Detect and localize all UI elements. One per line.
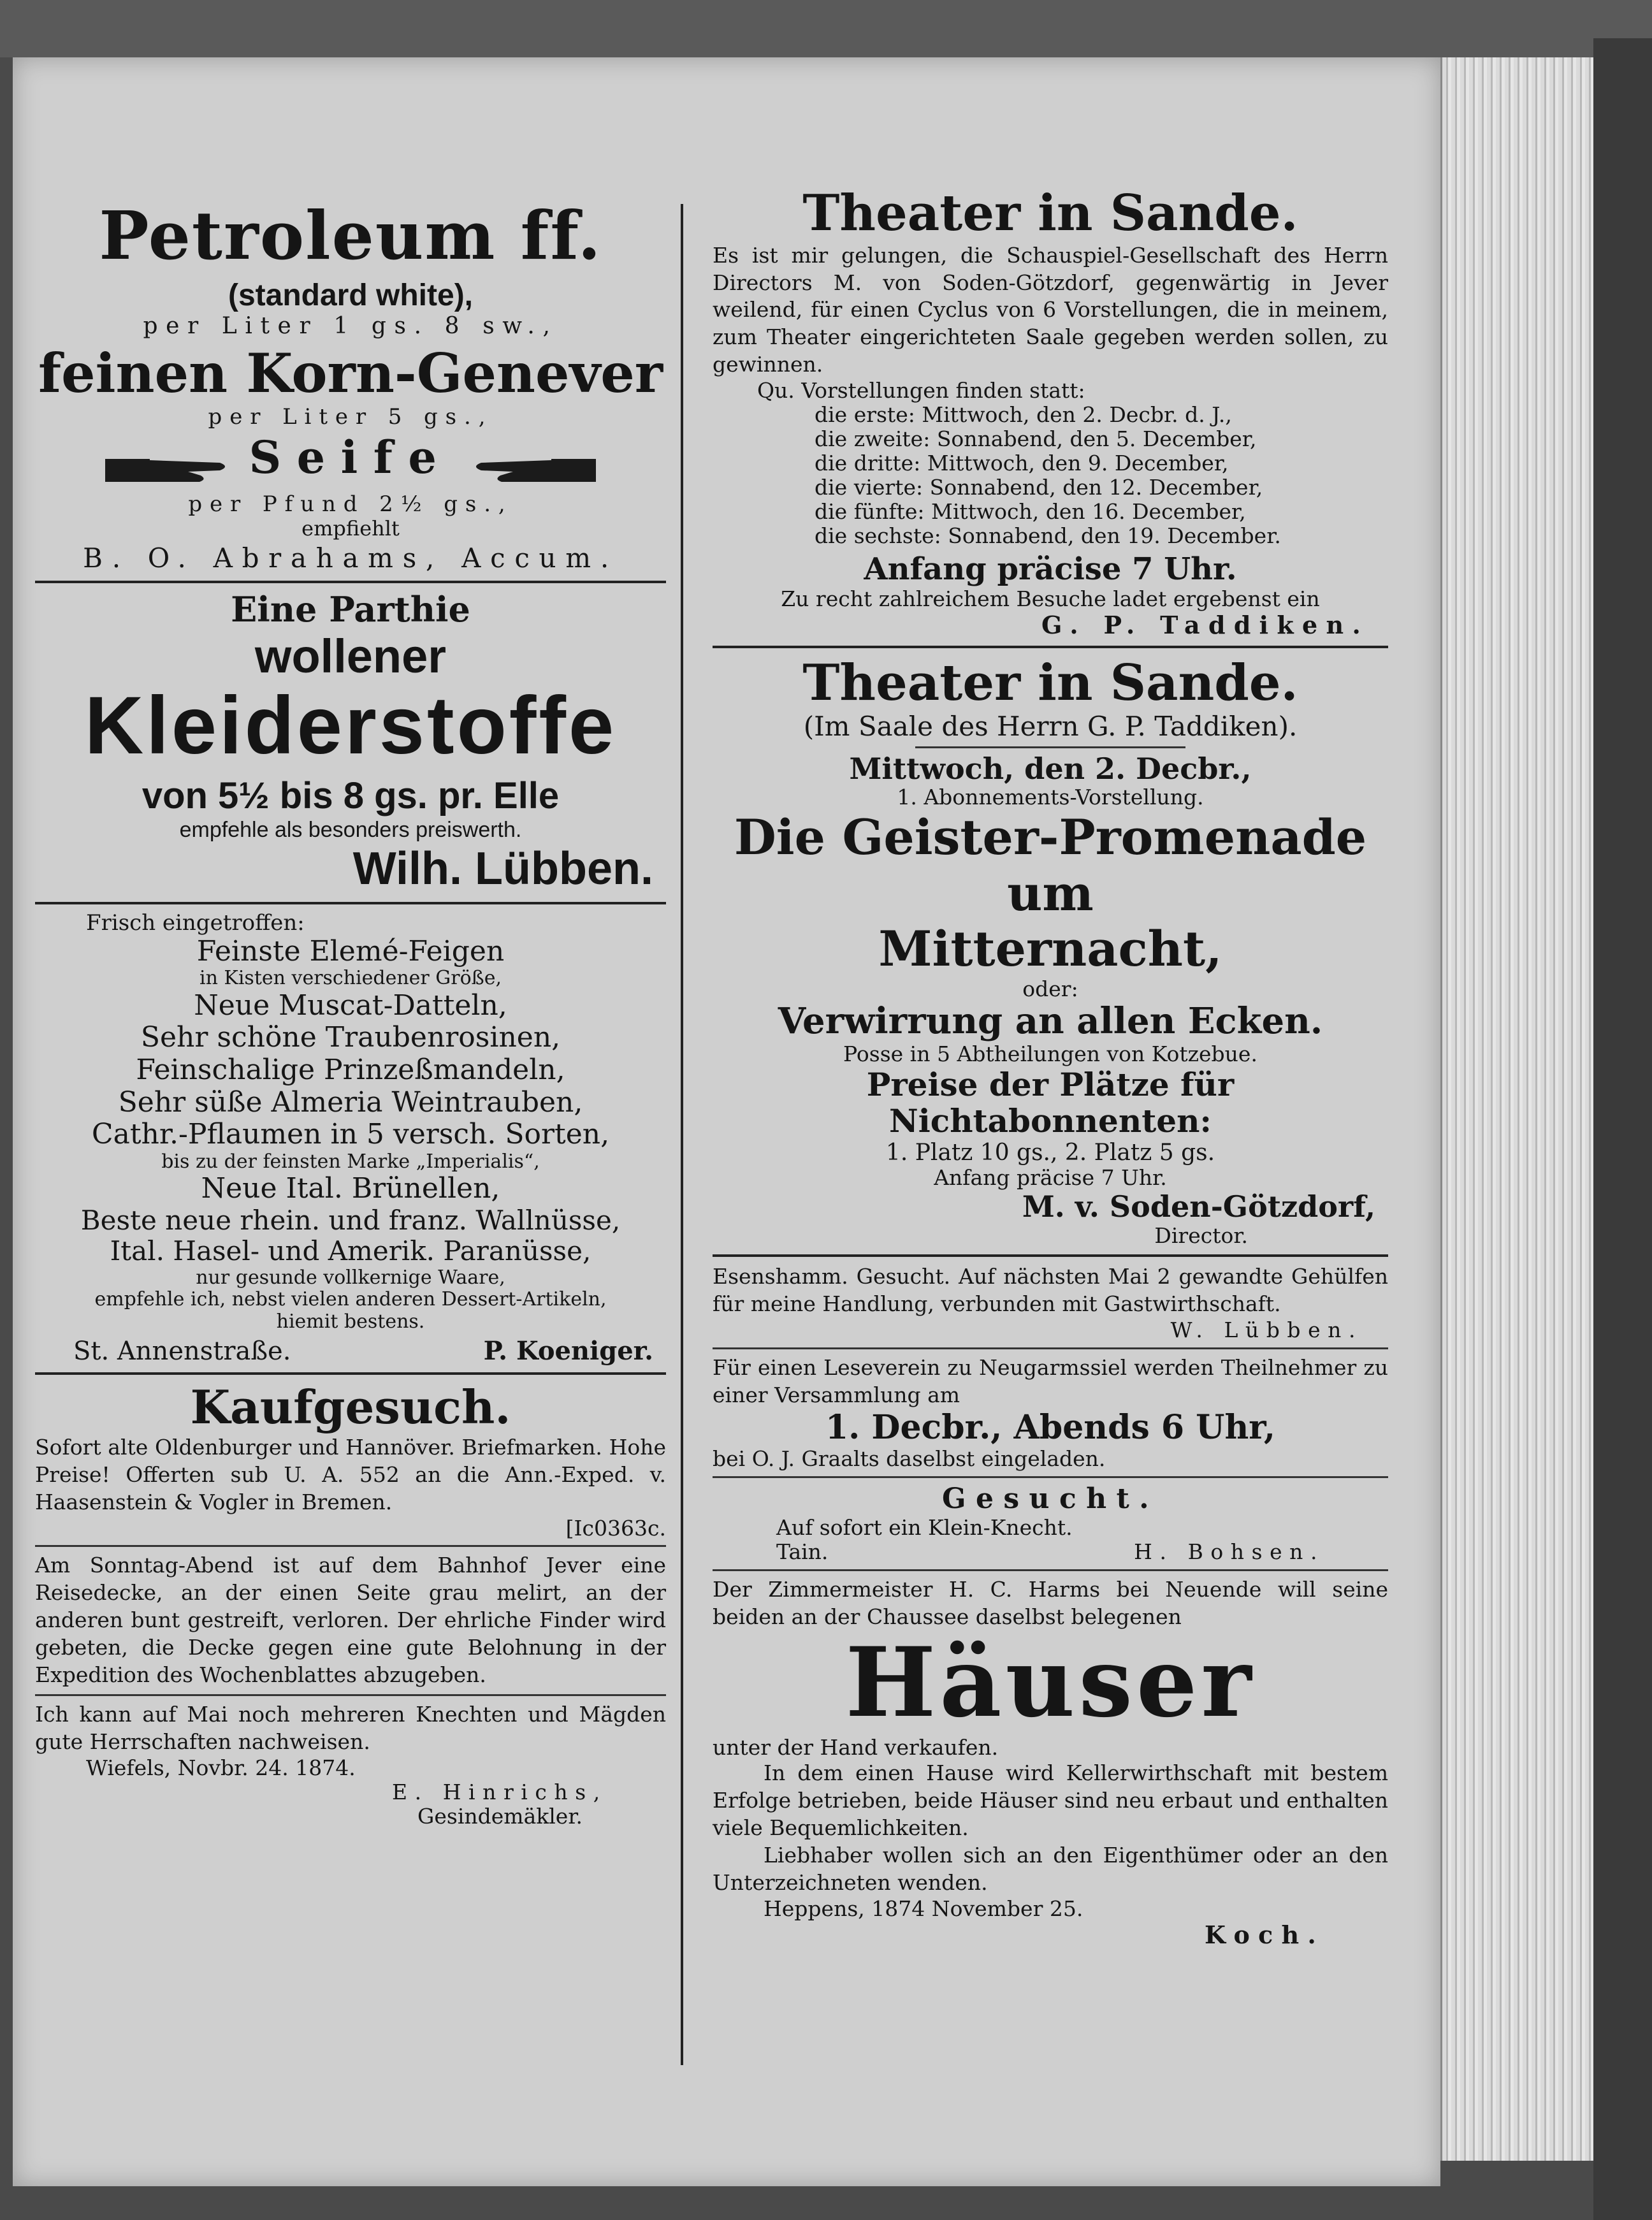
petroleum-price: per Liter 1 gs. 8 sw., xyxy=(143,312,558,339)
theater2-prices-title: Preise der Plätze für Nichtabonnenten: xyxy=(866,1065,1235,1140)
gesucht-ad-1 xyxy=(713,1263,1388,1342)
haeuser-body2: In dem einen Hause wird Kellerwirthschaft mit bestem Erfolge betrieben, beide Häuser sind neu erbaut und enthalten viele Bequemlichkeiten. xyxy=(713,1760,1388,1841)
theater2-sub: (Im Saale des Herrn G. P. Taddiken). xyxy=(803,711,1298,743)
divider xyxy=(35,1694,666,1696)
theater2-prices: 1. Platz 10 gs., 2. Platz 5 gs. xyxy=(885,1139,1215,1166)
gesucht1-signature: W. Lübben. xyxy=(1170,1317,1363,1342)
petroleum-recommends: empfiehlt xyxy=(301,516,400,541)
gesucht1-body: Esenshamm. Gesucht. Auf nächsten Mai 2 gewandte Gehülfen für meine Handlung, verbunden mit Gastwirthschaft. xyxy=(713,1263,1388,1316)
list-item: Neue Ital. Brünellen, xyxy=(201,1172,500,1205)
divider xyxy=(713,1347,1388,1349)
theater1-body: Es ist mir gelungen, die Schauspiel-Gesellschaft des Herrn Directors M. von Soden-Götzdorf, gegenwärtig in Jever weilend, für einen Cyclus von 6 Vorstellungen, die in meinem, zum Theater eingerichteten Saale gegeben werden sollen, zu gewinnen. xyxy=(713,242,1388,377)
theater2-date: Mittwoch, den 2. Decbr., xyxy=(849,751,1252,786)
seife-line xyxy=(35,432,666,493)
theater2-perf: 1. Abonnements-Vorstellung. xyxy=(897,785,1204,810)
kaufgesuch-title: Kaufgesuch. xyxy=(190,1380,511,1435)
knechte-role: Gesindemäkler. xyxy=(417,1803,583,1829)
list-item: die dritte: Mittwoch, den 9. December, xyxy=(815,450,1229,475)
kleiderstoffe-ad xyxy=(35,590,666,896)
list-item: die zweite: Sonnabend, den 5. December, xyxy=(815,426,1257,452)
reisedecke-ad xyxy=(35,1552,666,1688)
list-item: Feinste Elemé-Feigen xyxy=(196,934,505,968)
theater2-play1: Die Geister-Promenade um xyxy=(734,809,1367,922)
theater2-role: Director. xyxy=(1154,1222,1248,1248)
theater1-start: Anfang präcise 7 Uhr. xyxy=(864,551,1237,587)
pointing-hand-left-icon xyxy=(468,447,596,492)
feigen-ad xyxy=(35,911,666,1366)
seife-price: per Pfund 2½ gs., xyxy=(188,491,513,518)
list-item: nur gesunde vollkernige Waare, xyxy=(196,1266,505,1289)
petroleum-subtitle: (standard white), xyxy=(228,278,474,312)
theater1-invite: Zu recht zahlreichem Besuche ladet ergebenst ein xyxy=(781,586,1320,611)
list-item: die fünfte: Mittwoch, den 16. December, xyxy=(815,498,1246,524)
book-spine xyxy=(1593,38,1652,2220)
theater2-start: Anfang präcise 7 Uhr. xyxy=(934,1165,1167,1191)
haeuser-title: Häuser xyxy=(845,1627,1256,1739)
gesucht2-signature: H. Bohsen. xyxy=(1134,1539,1324,1564)
theater1-dates xyxy=(713,403,1388,548)
left-column xyxy=(35,159,666,1829)
gesucht2-body: Auf sofort ein Klein-Knecht. xyxy=(776,1514,1073,1540)
list-item: Sehr schöne Traubenrosinen, xyxy=(140,1021,561,1054)
gesucht2-title: Gesucht. xyxy=(942,1483,1159,1516)
feigen-sig-left: St. Annenstraße. xyxy=(73,1337,291,1367)
pointing-hand-right-icon xyxy=(105,447,233,492)
divider xyxy=(35,581,666,583)
theater1-title: Theater in Sande. xyxy=(802,184,1298,242)
feigen-signature-row xyxy=(35,1337,666,1366)
kaufgesuch-ad xyxy=(35,1381,666,1540)
list-item: Beste neue rhein. und franz. Wallnüsse, xyxy=(80,1204,621,1236)
kleider-note: empfehle als besonders preiswerth. xyxy=(179,817,522,842)
divider xyxy=(35,1372,666,1375)
knechte-ad xyxy=(35,1701,666,1829)
list-item: Cathr.-Pflaumen in 5 versch. Sorten, xyxy=(91,1118,610,1151)
theater2-play2: Mitternacht, xyxy=(878,920,1222,978)
kleider-line1: Eine Parthie xyxy=(231,588,470,630)
list-item: Feinschalige Prinzeßmandeln, xyxy=(136,1054,565,1087)
haeuser-ad xyxy=(713,1576,1388,1949)
gesucht-ad-2 xyxy=(713,1483,1388,1563)
list-item: hiemit bestens. xyxy=(276,1310,425,1333)
kleider-line3: Kleiderstoffe xyxy=(84,679,617,771)
feigen-sig-right: P. Koeniger. xyxy=(483,1336,653,1367)
book-page-edges xyxy=(1440,57,1595,2161)
theater2-oder: oder: xyxy=(1022,976,1078,1001)
theater2-signature: M. v. Soden-Götzdorf, xyxy=(1022,1189,1375,1224)
list-item: Ital. Hasel- und Amerik. Paranüsse, xyxy=(110,1235,591,1267)
knechte-body: Ich kann auf Mai noch mehreren Knechten und Mägden gute Herrschaften nachweisen. xyxy=(35,1701,666,1754)
haeuser-body1: unter der Hand verkaufen. xyxy=(713,1735,999,1760)
theater1-sub: Qu. Vorstellungen finden statt: xyxy=(757,378,1085,403)
feigen-intro: Frisch eingetroffen: xyxy=(86,910,305,936)
divider xyxy=(35,1545,666,1547)
haeuser-body3: Liebhaber wollen sich an den Eigenthümer oder an den Unterzeichneten wenden. xyxy=(713,1843,1388,1895)
seife-title: Seife xyxy=(249,430,453,484)
divider xyxy=(713,1476,1388,1478)
list-item: die erste: Mittwoch, den 2. Decbr. d. J., xyxy=(815,402,1232,428)
petroleum-signature: B. O. Abrahams, Accum. xyxy=(83,542,618,574)
petroleum-ad xyxy=(35,159,666,574)
leseverein-date: 1. Decbr., Abends 6 Uhr, xyxy=(825,1408,1275,1447)
haeuser-signature: Koch. xyxy=(1204,1920,1324,1949)
petroleum-title: Petroleum ff. xyxy=(99,196,602,275)
kleider-price: von 5½ bis 8 gs. pr. Elle xyxy=(141,775,560,817)
haeuser-intro: Der Zimmermeister H. C. Harms bei Neuende will seine beiden an der Chaussee daselbst belegenen xyxy=(713,1576,1388,1629)
kaufgesuch-code: [Ic0363c. xyxy=(565,1515,666,1541)
list-item: Neue Muscat-Datteln, xyxy=(194,989,507,1022)
haeuser-place-date: Heppens, 1874 November 25. xyxy=(764,1896,1083,1921)
scan-background-top xyxy=(0,0,1652,57)
divider xyxy=(35,902,666,904)
gesucht2-place: Tain. xyxy=(776,1539,829,1564)
kleider-signature: Wilh. Lübben. xyxy=(352,843,653,894)
list-item: bis zu der feinsten Marke „Imperialis“, xyxy=(161,1150,540,1173)
reisedecke-body: Am Sonntag-Abend ist auf dem Bahnhof Jever eine Reisedecke, an der einen Seite grau melirt, an der anderen bunt gestreift, verloren. Der ehrliche Finder wird gebeten, die Decke gegen eine gute Belohnung in der Expedition des Wochenblattes abzugeben. xyxy=(35,1553,666,1688)
divider xyxy=(713,1254,1388,1257)
right-column xyxy=(713,159,1388,1948)
list-item: die vierte: Sonnabend, den 12. December, xyxy=(815,474,1263,500)
leseverein-tail: bei O. J. Graalts daselbst eingeladen. xyxy=(713,1446,1106,1472)
theater-ad-2 xyxy=(713,655,1388,1248)
gesucht2-signature-row xyxy=(713,1540,1388,1564)
theater2-title: Theater in Sande. xyxy=(802,653,1298,712)
kaufgesuch-body: Sofort alte Oldenburger und Hannöver. Briefmarken. Hohe Preise! Offerten sub U. A. 552 an die Ann.-Exped. v. Haasenstein & Vogler in Bremen. xyxy=(35,1434,666,1514)
theater2-play-note: Posse in 5 Abtheilungen von Kotzebue. xyxy=(843,1041,1257,1066)
knechte-place-date: Wiefels, Novbr. 24. 1874. xyxy=(86,1755,356,1780)
divider xyxy=(915,746,1185,748)
leseverein-ad xyxy=(713,1354,1388,1472)
divider xyxy=(713,1569,1388,1571)
knechte-signature: E. Hinrichs, xyxy=(392,1779,607,1804)
theater-ad-1 xyxy=(713,159,1388,639)
list-item: Sehr süße Almeria Weintrauben, xyxy=(118,1085,583,1119)
list-item: die sechste: Sonnabend, den 19. December. xyxy=(815,523,1281,548)
column-divider xyxy=(681,204,683,2065)
list-item: in Kisten verschiedener Größe, xyxy=(199,967,502,990)
divider xyxy=(713,646,1388,648)
genever-title: feinen Korn-Genever xyxy=(38,342,663,405)
kleider-line2: wollener xyxy=(254,629,447,683)
genever-price: per Liter 5 gs., xyxy=(208,403,493,430)
list-item: empfehle ich, nebst vielen anderen Dessert-Artikeln, xyxy=(94,1288,607,1311)
feigen-list xyxy=(35,936,666,1333)
leseverein-body: Für einen Leseverein zu Neugarmssiel werden Theilnehmer zu einer Versammlung am xyxy=(713,1354,1388,1407)
theater1-signature: G. P. Taddiken. xyxy=(1041,610,1369,639)
theater2-play3: Verwirrung an allen Ecken. xyxy=(778,1000,1323,1043)
